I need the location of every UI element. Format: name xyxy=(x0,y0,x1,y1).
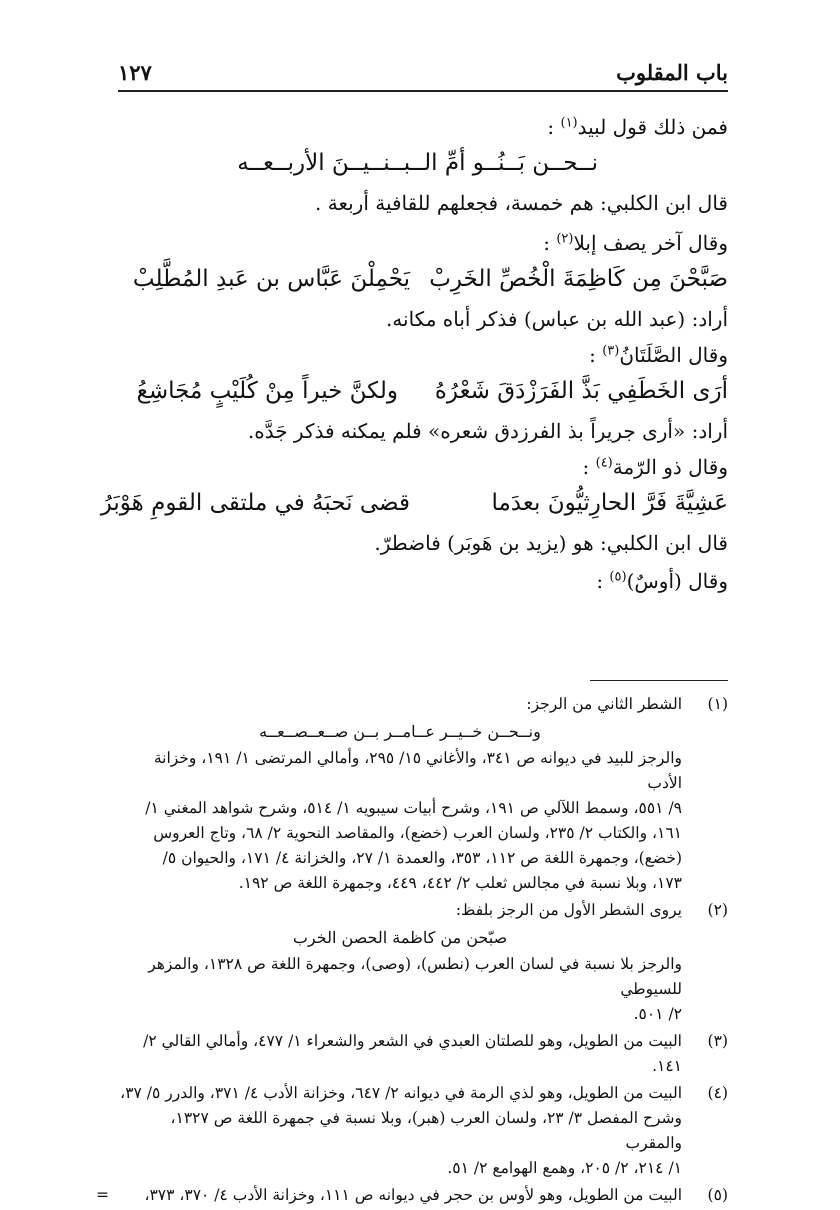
verse-3 xyxy=(128,368,728,418)
footnote-number: (٤) xyxy=(707,1084,728,1102)
footnote-line: ١/ ٢١٤، ٢/ ٢٠٥، وهمع الهوامع ٢/ ٥١. xyxy=(447,1159,682,1177)
comment-2: أراد: (عبد الله بن عباس) فذكر أباه مكانه. xyxy=(385,307,728,331)
intro-line-2: وقال آخر يصف إبلا$^{(٢)}$ : xyxy=(543,231,728,255)
footnote-number: (٢) xyxy=(707,901,728,919)
footnote-line: البيت من الطويل، وهو لذي الرمة في ديوانه ٢/ ٦٤٧، وخزانة الأدب ٤/ ٣٧١، والدرر ٥/ ٣٧، xyxy=(120,1084,682,1102)
footnote-line: (خضع)، وجمهرة اللغة ص ١١٢، ٣٥٣، والعمدة ١/ ٢٧، والخزانة ٤/ ١٧١، والحيوان ٥/ xyxy=(162,849,682,867)
verse-2 xyxy=(128,256,728,306)
footnote-line: ١٧٣، وبلا نسبة في مجالس ثعلب ٢/ ٤٤٢، ٤٤٩، وجمهرة اللغة ص ١٩٢. xyxy=(238,874,682,892)
chapter-title: باب المقلوب xyxy=(616,60,728,85)
footnote-line: والرجز بلا نسبة في لسان العرب (نطس)، (وصى)، وجمهرة اللغة ص ١٣٢٨، والمزهر للسيوطي xyxy=(148,955,682,998)
footnote-line: وشرح المفصل ٣/ ٢٣، ولسان العرب (هبر)، وبلا نسبة في جمهرة اللغة ص ١٣٢٧، والمقرب xyxy=(170,1109,682,1152)
footnote-ref-5: (٥) xyxy=(609,569,627,585)
footnote-verse: صبّحن من كاظمة الحصن الخرب xyxy=(292,928,508,947)
footnote-line: البيت من الطويل، وهو لأوس بن حجر في ديوانه ص ١١١، وخزانة الأدب ٤/ ٣٧٠، ٣٧٣، xyxy=(144,1186,682,1204)
running-header xyxy=(118,58,728,92)
footnote-number: (٥) xyxy=(707,1186,728,1204)
verse-3-second-hemistich: ولكنَّ خيراً مِنْ كُلَيْبٍ مُجَاشِعُ xyxy=(136,378,398,404)
continuation-mark: = xyxy=(96,1186,109,1204)
footnotes xyxy=(96,692,728,1210)
comment-4: قال ابن الكلبي: هو (يزيد بن هَوبَر) فاضطرّ. xyxy=(374,531,728,555)
footnote xyxy=(96,1183,728,1208)
footnote-line: والرجز للبيد في ديوانه ص ٣٤١، والأغاني ١٥/ ٢٩٥، وأمالي المرتضى ١/ ١٩١، وخزانة الأدب xyxy=(153,749,682,792)
comment-3: أراد: «أرى جريراً بذ الفرزدق شعره» فلم يمكنه فذكر جَدَّه. xyxy=(247,419,728,443)
footnote-line: ٢/ ٥٠١. xyxy=(633,1005,682,1023)
verse-4-first-hemistich: عَشِيَّةَ فَرَّ الحارِثيُّونَ بعدَما xyxy=(491,490,728,516)
footnote-number: (١) xyxy=(707,695,728,713)
footnote-verse: ونــحــن خــيــر عــامــر بــن صــعــصــعــه xyxy=(259,722,541,741)
footnote-line: الشطر الثاني من الرجز: xyxy=(526,695,682,713)
verse-1: نــحــن بَــنُــو أمِّ الــبــنــيــنَ الأربــعــه xyxy=(237,150,598,176)
footnote-number: (٣) xyxy=(707,1032,728,1050)
footnote-ref-1: (١) xyxy=(560,115,578,131)
verse-4-second-hemistich: قضى نَحبَهُ في ملتقى القومِ هَوْبَرُ xyxy=(100,490,410,516)
footnote-ref-4: (٤) xyxy=(595,455,613,471)
footnote-separator xyxy=(590,680,728,681)
footnote-line: ١٦١، والكتاب ٢/ ٢٣٥، ولسان العرب (خضع)، والمقاصد النحوية ٢/ ٦٨، وتاج العروس xyxy=(153,824,682,842)
verse-2-second-hemistich: يَحْمِلْنَ عَبَّاس بن عَبدِ المُطَّلِبْ xyxy=(132,266,410,292)
verse-3-first-hemistich: أرَى الخَطَفِي بَذَّ الفَرَزْدَقَ شَعْرُهُ xyxy=(434,378,728,404)
intro-line-3: وقال الصَّلَتَانُ$^{(٣)}$ : xyxy=(589,343,728,367)
verse-2-first-hemistich: صَبَّحْنَ مِن كَاظِمَةَ الْخُصِّ الخَرِبْ xyxy=(429,266,728,292)
main-text xyxy=(100,108,728,594)
footnote-line: البيت من الطويل، وهو للصلتان العبدي في الشعر والشعراء ١/ ٤٧٧، وأمالي القالي ٢/ ١٤١. xyxy=(143,1032,682,1075)
footnote-ref-3: (٣) xyxy=(602,343,620,359)
comment-1: قال ابن الكلبي: هم خمسة، فجعلهم للقافية أربعة . xyxy=(315,191,728,215)
footnote-line: ٩/ ٥٥١، وسمط اللآلي ص ١٩١، وشرح أبيات سيبويه ١/ ٥١٤، وشرح شواهد المغني ١/ xyxy=(145,799,682,817)
footnote xyxy=(118,1081,728,1181)
footnote xyxy=(118,692,728,896)
footnote xyxy=(118,1029,728,1079)
intro-line-1: فمن ذلك قول لبيد$^{(١)}$ : xyxy=(547,115,728,139)
verse-4 xyxy=(100,480,728,530)
intro-line-4: وقال ذو الرّمة$^{(٤)}$ : xyxy=(582,455,728,479)
footnote-line: يروى الشطر الأول من الرجز بلفظ: xyxy=(455,901,682,919)
intro-line-5: وقال (أوسٌ)$^{(٥)}$ : xyxy=(596,569,728,593)
page-number: ١٢٧ xyxy=(118,60,152,85)
footnote-ref-2: (٢) xyxy=(556,231,574,247)
footnote xyxy=(118,898,728,1027)
